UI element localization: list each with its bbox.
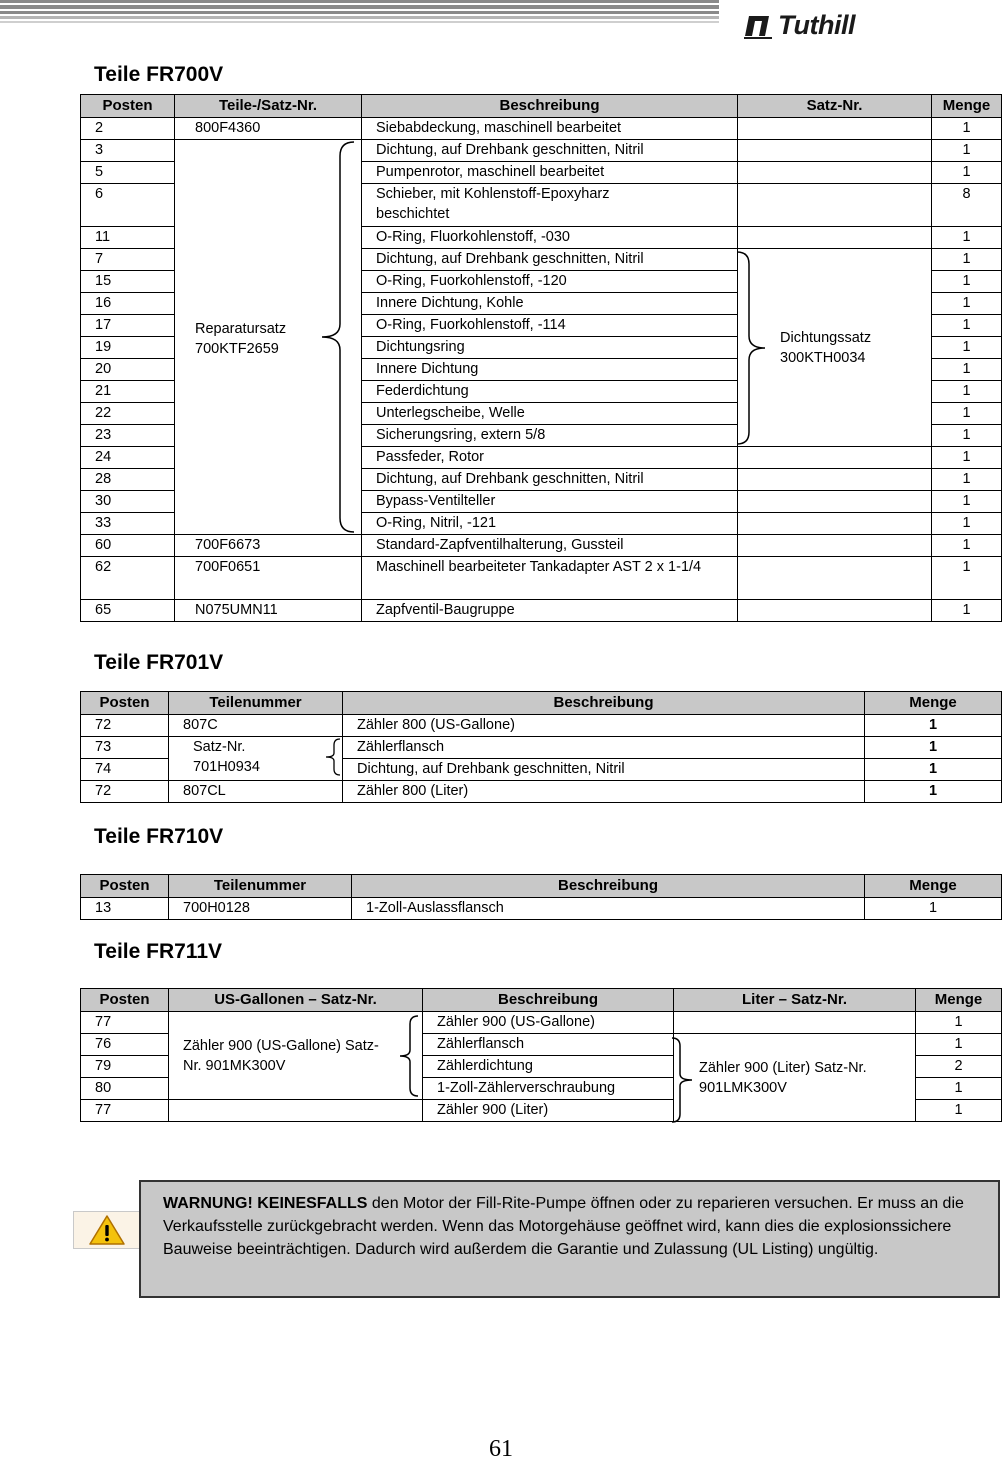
pos-cell: 7 [81, 249, 175, 271]
part-cell: 800F4360 [175, 118, 362, 140]
desc-cell: Dichtung, auf Drehbank geschnitten, Nitril [362, 249, 738, 271]
kit-label: Satz-Nr. 701H0934 [193, 739, 260, 775]
qty-cell: 2 [916, 1056, 1002, 1078]
header-bar [0, 0, 719, 26]
kit-cell [738, 513, 932, 535]
desc-cell: Dichtungsring [362, 337, 738, 359]
desc-cell [362, 557, 738, 600]
warning-icon [74, 1212, 140, 1248]
table-row [81, 898, 1002, 920]
qty-cell: 1 [916, 1100, 1002, 1122]
part-cell: 807C [169, 715, 343, 737]
desc-cell: Zähler 900 (Liter) [423, 1100, 674, 1122]
section-title-fr710v: Teile FR710V [94, 825, 224, 848]
repair-kit-label: Reparatursatz 700KTF2659 [195, 321, 287, 357]
column-header: Posten [81, 875, 169, 898]
table-header-row [81, 875, 1002, 898]
part-cell: 700H0128 [169, 898, 352, 920]
column-header: Beschreibung [343, 692, 865, 715]
desc-cell: Dichtung, auf Drehbank geschnitten, Nitril [362, 469, 738, 491]
pos-cell: 2 [81, 118, 175, 140]
qty-cell: 1 [916, 1012, 1002, 1034]
column-header: Menge [865, 692, 1002, 715]
qty-cell: 1 [916, 1034, 1002, 1056]
qty-cell: 1 [865, 759, 1002, 781]
page-number: 61 [489, 1436, 513, 1462]
desc-cell: Pumpenrotor, maschinell bearbeitet [362, 162, 738, 184]
pos-cell: 28 [81, 469, 175, 491]
seal-kit-brace [735, 250, 771, 446]
desc-cell: Siebabdeckung, maschinell bearbeitet [362, 118, 738, 140]
pos-cell: 74 [81, 759, 169, 781]
pos-cell: 23 [81, 425, 175, 447]
kit-cell [738, 469, 932, 491]
table-header-row [81, 989, 1002, 1012]
liter-kit-cell [674, 1034, 916, 1122]
pos-cell: 16 [81, 293, 175, 315]
pos-cell: 62 [81, 557, 175, 600]
desc-cell [362, 184, 738, 227]
table-row [81, 781, 1002, 803]
brand-logo [742, 8, 855, 42]
pos-cell: 65 [81, 600, 175, 622]
qty-cell: 1 [932, 600, 1002, 622]
pos-cell: 11 [81, 227, 175, 249]
qty-cell: 1 [932, 469, 1002, 491]
qty-cell: 1 [932, 118, 1002, 140]
desc-cell: 1-Zoll-Zählerverschraubung [423, 1078, 674, 1100]
pos-cell: 15 [81, 271, 175, 293]
qty-cell: 1 [932, 513, 1002, 535]
pos-cell: 60 [81, 535, 175, 557]
pos-cell: 22 [81, 403, 175, 425]
qty-cell: 1 [865, 781, 1002, 803]
table-row [81, 118, 1002, 140]
brand-name: Tuthill [778, 9, 855, 40]
pos-cell: 33 [81, 513, 175, 535]
kit-cell [738, 491, 932, 513]
qty-cell: 1 [932, 337, 1002, 359]
section-title-fr711v: Teile FR711V [94, 940, 223, 963]
table-row [81, 737, 1002, 759]
pos-cell: 30 [81, 491, 175, 513]
pos-cell: 17 [81, 315, 175, 337]
qty-cell: 1 [932, 227, 1002, 249]
parts-table-fr701v [80, 691, 1002, 803]
kit-cell [169, 1100, 423, 1122]
desc-cell: Zählerdichtung [423, 1056, 674, 1078]
pos-cell: 3 [81, 140, 175, 162]
qty-cell: 1 [916, 1078, 1002, 1100]
gallon-kit-label: Zähler 900 (US-Gallone) Satz-Nr. 901MK300V [183, 1038, 379, 1074]
desc-cell: Zähler 900 (US-Gallone) [423, 1012, 674, 1034]
qty-cell: 1 [932, 403, 1002, 425]
qty-cell: 1 [932, 425, 1002, 447]
pos-cell: 6 [81, 184, 175, 227]
warning-lead: WARNUNG! KEINESFALLS [163, 1195, 368, 1212]
column-header: Teilenummer [169, 692, 343, 715]
qty-cell: 8 [932, 184, 1002, 227]
repair-kit-brace [318, 140, 358, 534]
column-header: Beschreibung [362, 95, 738, 118]
kit-cell [738, 447, 932, 469]
desc-cell: Standard-Zapfventilhalterung, Gussteil [362, 535, 738, 557]
table-row [81, 140, 1002, 162]
kit-cell [738, 118, 932, 140]
table-row [81, 715, 1002, 737]
column-header: Posten [81, 692, 169, 715]
qty-cell: 1 [932, 293, 1002, 315]
qty-cell: 1 [932, 491, 1002, 513]
qty-cell: 1 [932, 140, 1002, 162]
pos-cell: 19 [81, 337, 175, 359]
desc-cell: Zähler 800 (Liter) [343, 781, 865, 803]
column-header: Beschreibung [352, 875, 865, 898]
kit-cell [738, 557, 932, 600]
desc-cell: Zählerflansch [343, 737, 865, 759]
part-cell: 700F0651 [175, 557, 362, 600]
column-header: Posten [81, 989, 169, 1012]
qty-cell: 1 [932, 557, 1002, 600]
parts-table-fr700v [80, 94, 1002, 622]
table-row [81, 600, 1002, 622]
table-row [81, 1012, 1002, 1034]
warning-icon-frame [73, 1211, 141, 1249]
column-header: Posten [81, 95, 175, 118]
desc-text: Schieber, mit Kohlenstoff-Epoxyharz beschichtet [376, 186, 610, 222]
qty-cell: 1 [932, 162, 1002, 184]
parts-table-fr710v [80, 874, 1002, 920]
qty-cell: 1 [932, 271, 1002, 293]
kit-cell [738, 162, 932, 184]
column-header: Liter – Satz-Nr. [674, 989, 916, 1012]
desc-cell: Zähler 800 (US-Gallone) [343, 715, 865, 737]
pos-cell: 73 [81, 737, 169, 759]
desc-cell: Zählerflansch [423, 1034, 674, 1056]
pos-cell: 77 [81, 1100, 169, 1122]
pos-cell: 80 [81, 1078, 169, 1100]
liter-kit-label: Zähler 900 (Liter) Satz-Nr. 901LMK300V [699, 1059, 867, 1096]
parts-table-fr711v [80, 988, 1002, 1122]
part-cell: N075UMN11 [175, 600, 362, 622]
column-header: Beschreibung [423, 989, 674, 1012]
pos-cell: 20 [81, 359, 175, 381]
seal-kit-label: Dichtungssatz 300KTH0034 [780, 329, 872, 366]
kit-cell [169, 737, 343, 781]
pos-cell: 21 [81, 381, 175, 403]
desc-cell: Innere Dichtung, Kohle [362, 293, 738, 315]
tuthill-logo-icon [742, 10, 774, 40]
gallon-kit-cell [169, 1012, 423, 1100]
column-header: Menge [932, 95, 1002, 118]
desc-cell: Dichtung, auf Drehbank geschnitten, Nitril [362, 140, 738, 162]
desc-cell: O-Ring, Fluorkohlenstoff, -030 [362, 227, 738, 249]
qty-cell: 1 [932, 249, 1002, 271]
kit-cell [738, 227, 932, 249]
qty-cell: 1 [932, 315, 1002, 337]
desc-cell: Innere Dichtung [362, 359, 738, 381]
gallon-kit-brace [396, 1014, 422, 1098]
qty-cell: 1 [932, 535, 1002, 557]
desc-cell: Sicherungsring, extern 5/8 [362, 425, 738, 447]
pos-cell: 13 [81, 898, 169, 920]
warning-text: den Motor der Fill-Rite-Pumpe öffnen oder zu reparieren versuchen. Er muss an die Verkaufsstelle zurückgebracht werden. Wenn das Motorgehäuse geöffnet wird, kann dies die explosionssichere Bauweise beeinträchtigen. Dadurch wird außerdem die Garantie und Zulassung (UL Listing) ungültig. [163, 1195, 964, 1258]
kit-cell [738, 140, 932, 162]
qty-cell: 1 [932, 447, 1002, 469]
column-header: Teilenummer [169, 875, 352, 898]
desc-cell: Unterlegscheibe, Welle [362, 403, 738, 425]
table-header-row [81, 692, 1002, 715]
desc-cell: O-Ring, Fuorkohlenstoff, -120 [362, 271, 738, 293]
desc-cell: O-Ring, Nitril, -121 [362, 513, 738, 535]
table-row [81, 535, 1002, 557]
column-header: Teile-/Satz-Nr. [175, 95, 362, 118]
qty-cell: 1 [865, 715, 1002, 737]
desc-cell: Passfeder, Rotor [362, 447, 738, 469]
kit-cell [738, 535, 932, 557]
warning-box [139, 1180, 1000, 1298]
pos-cell: 79 [81, 1056, 169, 1078]
desc-cell: Bypass-Ventilteller [362, 491, 738, 513]
liter-kit-brace [670, 1036, 696, 1124]
qty-cell: 1 [865, 898, 1002, 920]
pos-cell: 72 [81, 781, 169, 803]
desc-cell: Federdichtung [362, 381, 738, 403]
qty-cell: 1 [932, 359, 1002, 381]
desc-text: Maschinell bearbeiteter Tankadapter AST 2 x 1-1/4 [376, 559, 702, 575]
qty-cell: 1 [932, 381, 1002, 403]
pos-cell: 5 [81, 162, 175, 184]
pos-cell: 77 [81, 1012, 169, 1034]
pos-cell: 76 [81, 1034, 169, 1056]
kit-cell [738, 600, 932, 622]
column-header: Menge [865, 875, 1002, 898]
column-header: Menge [916, 989, 1002, 1012]
part-cell: 807CL [169, 781, 343, 803]
qty-cell: 1 [865, 737, 1002, 759]
section-title-fr701v: Teile FR701V [94, 651, 224, 674]
table-header-row [81, 95, 1002, 118]
desc-cell: O-Ring, Fuorkohlenstoff, -114 [362, 315, 738, 337]
desc-cell: 1-Zoll-Auslassflansch [352, 898, 865, 920]
table-row [81, 557, 1002, 600]
pos-cell: 72 [81, 715, 169, 737]
kit-cell [674, 1012, 916, 1034]
desc-cell: Dichtung, auf Drehbank geschnitten, Nitril [343, 759, 865, 781]
column-header: Satz-Nr. [738, 95, 932, 118]
pos-cell: 24 [81, 447, 175, 469]
kit-cell [738, 184, 932, 227]
desc-cell: Zapfventil-Baugruppe [362, 600, 738, 622]
column-header: US-Gallonen – Satz-Nr. [169, 989, 423, 1012]
part-cell: 700F6673 [175, 535, 362, 557]
kit-brace-fr701v [322, 737, 344, 777]
section-title-fr700v: Teile FR700V [94, 63, 224, 86]
